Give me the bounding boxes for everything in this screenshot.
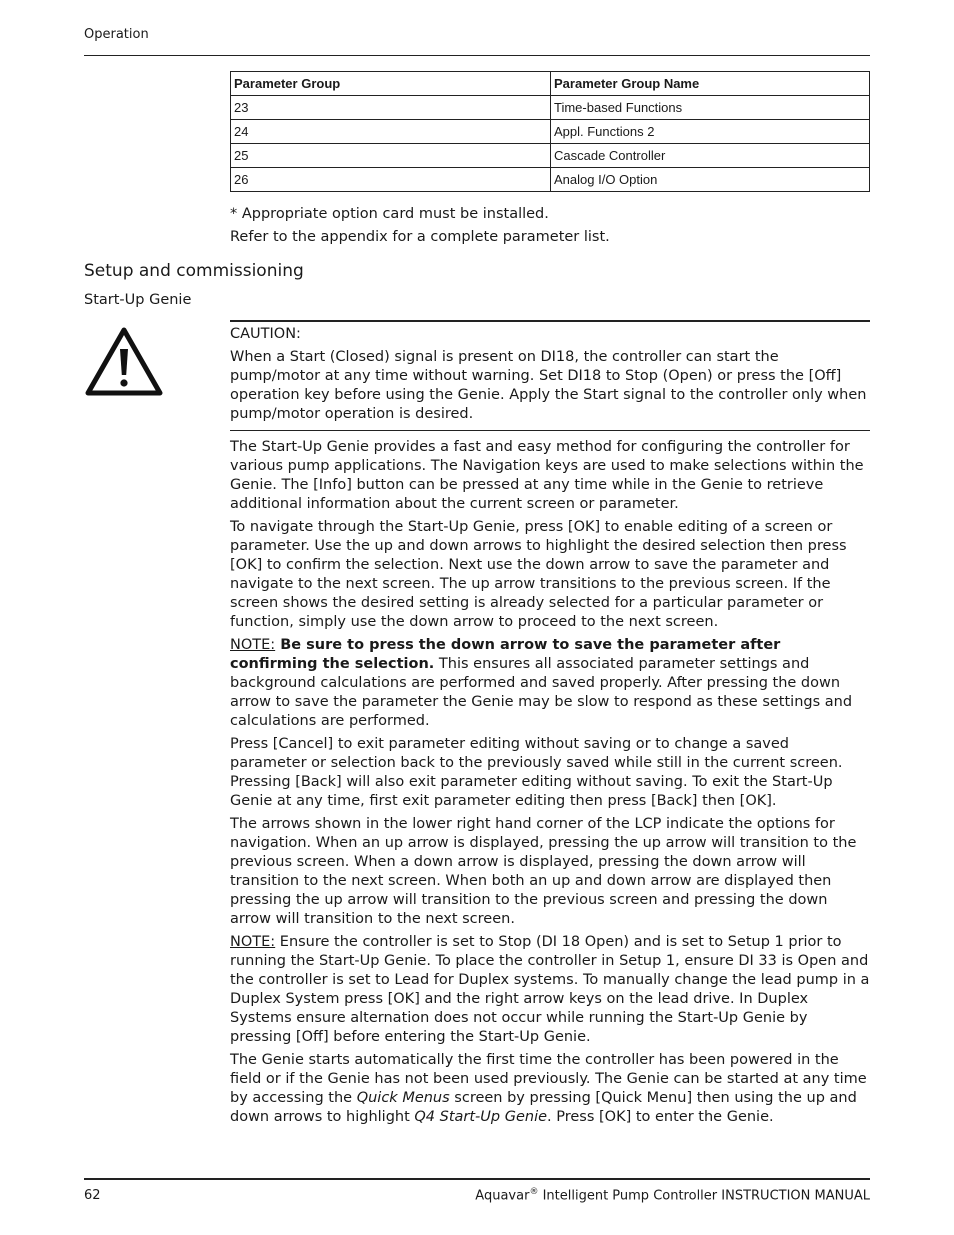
appendix-reference: Refer to the appendix for a complete parameter list.	[230, 229, 610, 245]
table-cell: 23	[231, 96, 551, 120]
table-row	[231, 168, 870, 192]
note-paragraph	[230, 636, 870, 731]
section-heading: Setup and commissioning	[84, 261, 304, 281]
paragraph: The Start-Up Genie provides a fast and easy method for configuring the controller for various pump applications. The Navigation keys are used to make selections within the Genie. The [Info] button can be pressed at any time while in the Genie to retrieve additional information about the current screen or parameter.	[230, 439, 864, 512]
manual-title	[475, 1187, 870, 1203]
caution-text: When a Start (Closed) signal is present on DI18, the controller can start the pump/motor at any time without warning. Set DI18 to Stop (Open) or press the [Off] operation key before using the Genie. Apply the Start signal to the controller only when pump/motor operation is desired.	[230, 349, 867, 422]
note-label: NOTE:	[230, 934, 276, 951]
table-cell: 26	[231, 168, 551, 192]
registered-mark: ®	[529, 1187, 539, 1197]
table-cell: Cascade Controller	[551, 144, 870, 168]
table-cell: 25	[231, 144, 551, 168]
caution-label: CAUTION:	[230, 326, 301, 342]
table-cell: Time-based Functions	[551, 96, 870, 120]
paragraph-text: . Press [OK] to enter the Genie.	[547, 1108, 774, 1125]
footer-divider	[84, 1178, 870, 1180]
table-header-cell: Parameter Group	[231, 72, 551, 96]
brand-name: Aquavar	[475, 1188, 530, 1204]
menu-name: Quick Menus	[356, 1089, 450, 1106]
table-row	[231, 144, 870, 168]
caution-top-divider	[230, 320, 870, 322]
paragraph-text: screen by pressing [Quick Menu] then using the up and down arrows to highlight	[230, 1089, 857, 1125]
note-paragraph	[230, 933, 870, 1046]
table-cell: Appl. Functions 2	[551, 120, 870, 144]
menu-name: Q4 Start-Up Genie	[414, 1108, 548, 1125]
note-text: Ensure the controller is set to Stop (DI 18 Open) and is set to Setup 1 prior to running the Start-Up Genie. To place the controller in Setup 1, ensure DI 33 is Open and the controller is set to Lead for Duplex systems. To manually change the lead pump in a Duplex System press [OK] and the right arrow keys on the lead drive. In Duplex Systems ensure alternation does not occur while running the Start-Up Genie by pressing [Off] before entering the Start-Up Genie.	[230, 934, 870, 1045]
caution-bottom-divider	[230, 430, 870, 431]
option-card-footnote: * Appropriate option card must be installed.	[230, 206, 549, 222]
note-emphasis: Be sure to press the down arrow to save the parameter after confirming the selection.	[230, 637, 781, 672]
table-header-row	[231, 72, 870, 96]
running-header: Operation	[84, 27, 149, 42]
warning-triangle-icon	[84, 325, 164, 397]
note-text: This ensures all associated parameter settings and background calculations are performed and saved properly. After pressing the down arrow to save the parameter the Genie may be slow to respond as these settings and calculations are performed.	[230, 655, 853, 729]
table-cell: Analog I/O Option	[551, 168, 870, 192]
table-row	[231, 120, 870, 144]
table-cell: 24	[231, 120, 551, 144]
table-row	[231, 96, 870, 120]
parameter-group-table	[230, 71, 870, 192]
table-header-cell: Parameter Group Name	[551, 72, 870, 96]
header-divider	[84, 55, 870, 56]
paragraph: The arrows shown in the lower right hand corner of the LCP indicate the options for navigation. When an up arrow is displayed, pressing the up arrow will transition to the previous screen. When a down arrow is displayed, pressing the down arrow will transition to the next screen. When both an up and down arrow are displayed then pressing the up arrow will transition to the previous screen and pressing the down arrow will transition to the next screen.	[230, 816, 857, 927]
page-number: 62	[84, 1188, 101, 1203]
subsection-heading: Start-Up Genie	[84, 292, 192, 308]
note-label: NOTE:	[230, 637, 276, 654]
manual-title-text: Intelligent Pump Controller INSTRUCTION MANUAL	[538, 1188, 870, 1204]
body-text	[230, 438, 870, 1131]
paragraph: Press [Cancel] to exit parameter editing without saving or to change a saved parameter or selection back to the previously saved while still in the current screen. Pressing [Back] will also exit parameter editing without saving. To exit the Start-Up Genie at any time, first exit parameter editing then press [Back] then [OK].	[230, 736, 843, 809]
paragraph	[230, 1051, 870, 1127]
paragraph: To navigate through the Start-Up Genie, press [OK] to enable editing of a screen or parameter. Use the up and down arrows to highlight the desired selection then press [OK] to confirm the selection. Next use the down arrow to save the parameter and navigate to the next screen. The up arrow transitions to the previous screen. If the screen shows the desired setting is already selected for a particular parameter or function, simply use the down arrow to proceed to the next screen.	[230, 519, 847, 630]
paragraph-text: The Genie starts automatically the first time the controller has been powered in the field or if the Genie has not been used previously. The Genie can be started at any time by accessing the	[230, 1052, 867, 1106]
